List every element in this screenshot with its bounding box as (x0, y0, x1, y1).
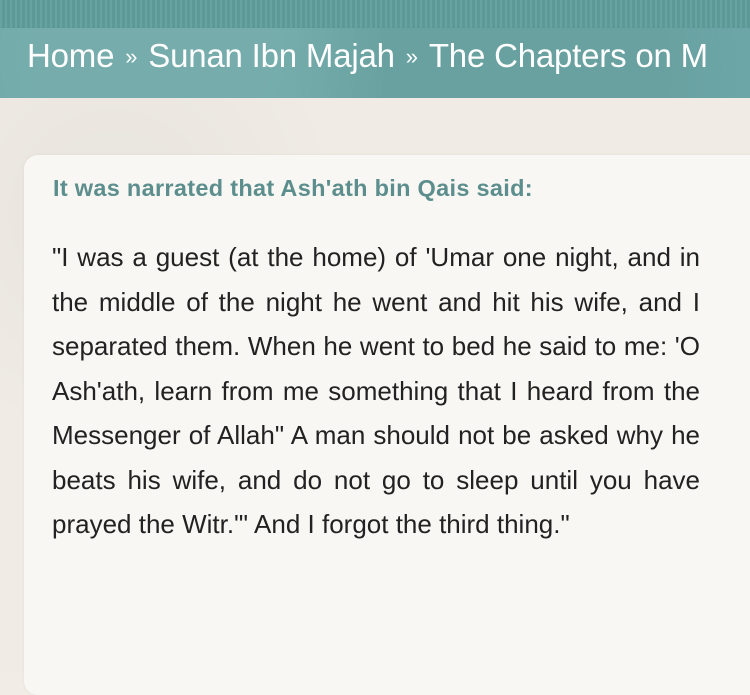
breadcrumb-separator: » (405, 44, 418, 69)
hadith-text: "I was a guest (at the home) of 'Umar one night, and in the middle of the night he went and hit his wife, and I separated them. When he went to bed he said to me: 'O Ash'ath, learn from me something that I heard from the Messenger of Allah" A man should not be asked why he beats his wife, and do not go to sleep until you have prayed the Witr."' And I forgot the third thing." (52, 242, 700, 539)
breadcrumb-chapter-link[interactable]: The Chapters on M (428, 37, 708, 74)
breadcrumb-separator: » (125, 44, 138, 69)
breadcrumb-collection-link[interactable]: Sunan Ibn Majah (148, 37, 395, 74)
top-strip (0, 0, 750, 28)
breadcrumb-home-link[interactable]: Home (27, 37, 115, 74)
hadith-narrator: It was narrated that Ash'ath bin Qais said: (53, 175, 533, 201)
breadcrumb-bar (0, 28, 750, 98)
breadcrumb (27, 37, 708, 75)
